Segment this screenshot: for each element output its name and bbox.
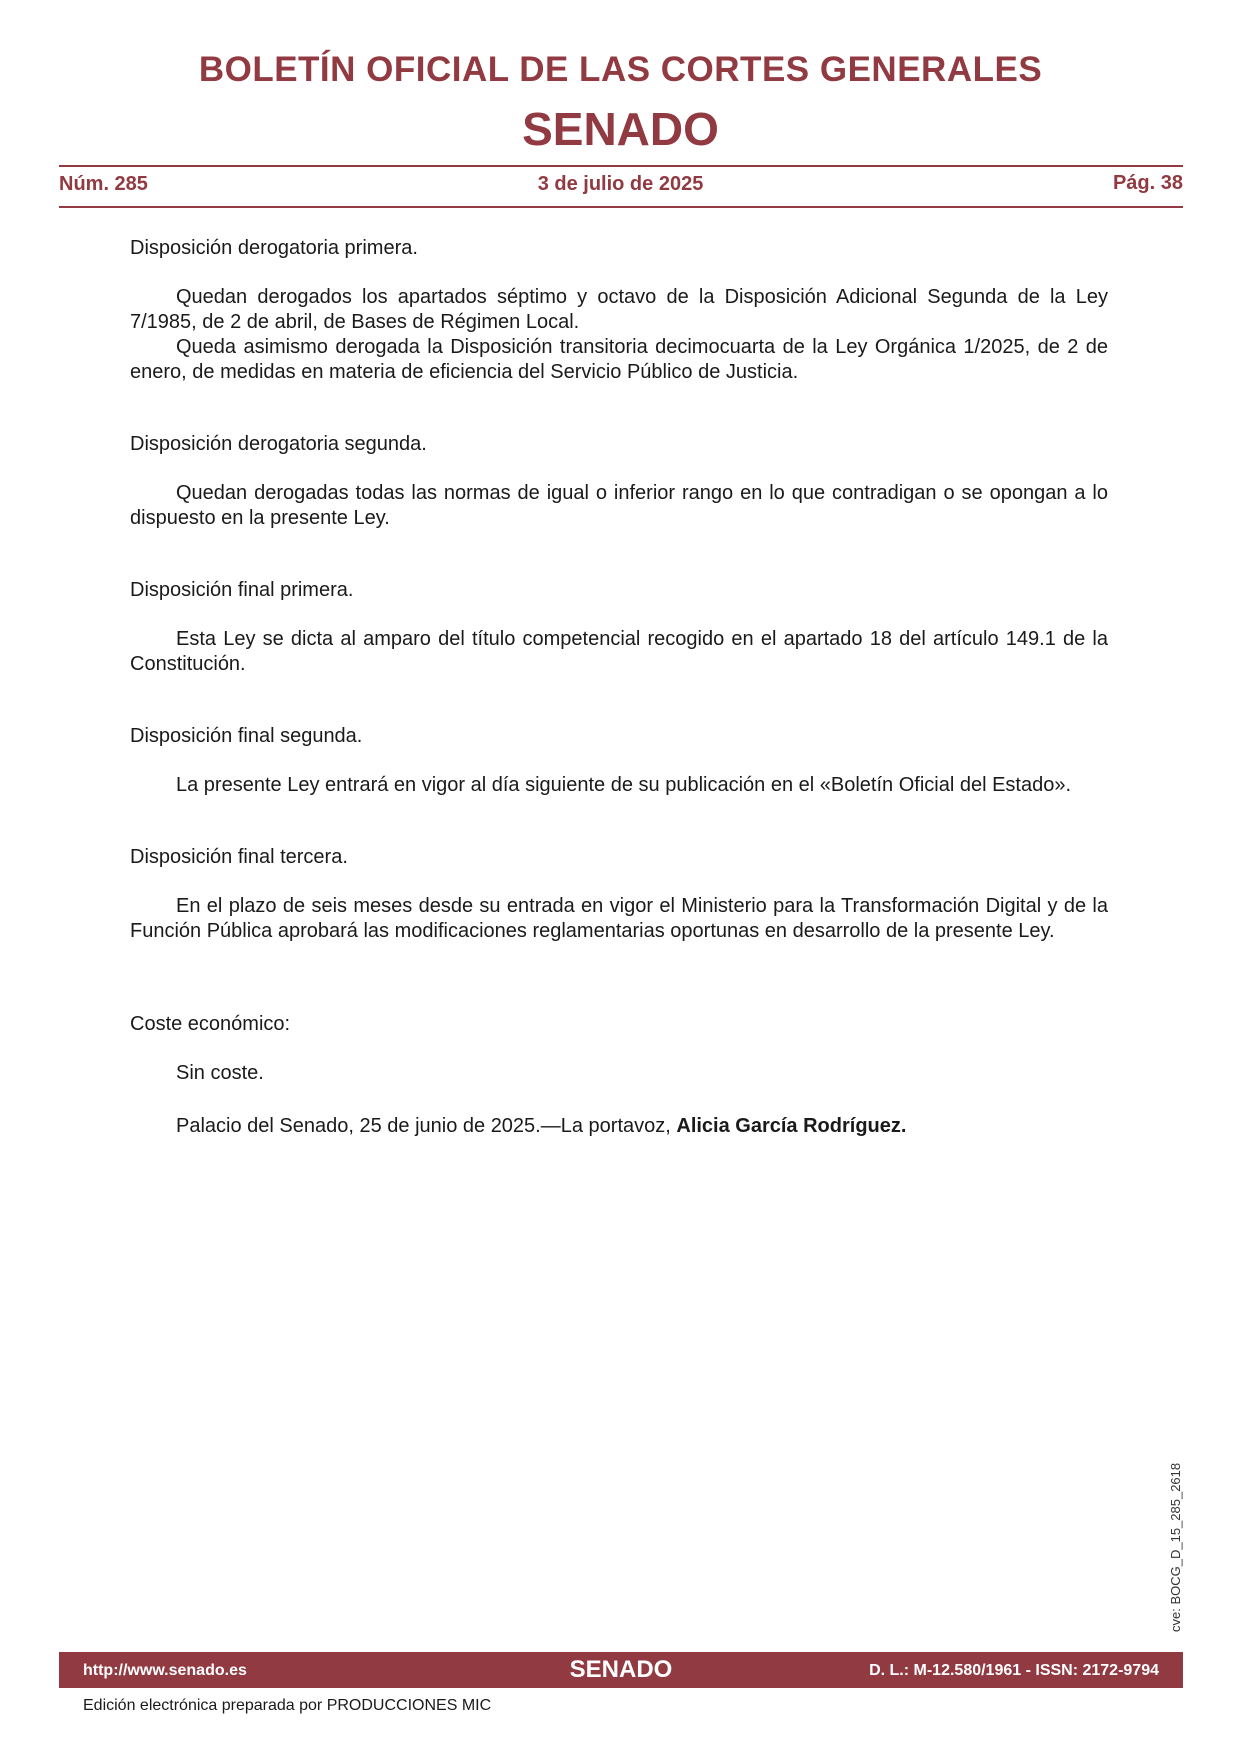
signature-line <box>130 1114 1108 1139</box>
section-heading: Coste económico: <box>130 1013 291 1035</box>
section-paragraph: Queda asimismo derogada la Disposición transitoria decimocuarta de la Ley Orgánica 1/2025, de 2 de enero, de medidas en materia de eficiencia del Servicio Público de Justicia. <box>130 336 1108 383</box>
section-paragraph: Sin coste. <box>176 1062 264 1084</box>
footer-chamber: SENADO <box>569 1656 673 1683</box>
footer-bar <box>59 1652 1183 1688</box>
section-heading: Disposición final tercera. <box>130 846 348 868</box>
section-heading: Disposición final segunda. <box>130 725 363 747</box>
chamber-title: SENADO <box>522 103 719 155</box>
page-number: Pág. 38 <box>1112 172 1183 194</box>
issue-date: 3 de julio de 2025 <box>537 173 704 195</box>
section-paragraph: En el plazo de seis meses desde su entrada en vigor el Ministerio para la Transformación Digital y de la Función Pública aprobará las modificaciones reglamentarias oportunas en desarrollo de la presente Ley. <box>130 895 1108 942</box>
edition-note: Edición electrónica preparada por PRODUCCIONES MIC <box>83 1697 492 1714</box>
header-rule-bottom <box>59 206 1183 208</box>
section-paragraph: La presente Ley entrará en vigor al día siguiente de su publicación en el «Boletín Oficial del Estado». <box>176 774 1072 796</box>
signature-text: Palacio del Senado, 25 de junio de 2025.—La portavoz, <box>176 1115 677 1137</box>
bulletin-title: BOLETÍN OFICIAL DE LAS CORTES GENERALES <box>198 50 1043 89</box>
section-paragraph: Quedan derogadas todas las normas de igual o inferior rango en lo que contradigan o se opongan a lo dispuesto en la presente Ley. <box>130 482 1108 529</box>
issue-number: Núm. 285 <box>59 173 148 195</box>
cve-code: cve: BOCG_D_15_285_2618 <box>1168 1462 1183 1632</box>
footer-url-link[interactable]: http://www.senado.es <box>83 1662 247 1679</box>
section-heading: Disposición derogatoria primera. <box>130 237 418 259</box>
signatory-name: Alicia García Rodríguez. <box>676 1115 907 1137</box>
section-heading: Disposición derogatoria segunda. <box>130 433 427 455</box>
section-paragraph: Esta Ley se dicta al amparo del título competencial recogido en el apartado 18 del artículo 149.1 de la Constitución. <box>130 628 1108 675</box>
section-heading: Disposición final primera. <box>130 579 354 601</box>
header-rule-top <box>59 165 1183 167</box>
footer-legal: D. L.: M-12.580/1961 - ISSN: 2172-9794 <box>869 1662 1159 1679</box>
section-paragraph: Quedan derogados los apartados séptimo y octavo de la Disposición Adicional Segunda de la Ley 7/1985, de 2 de abril, de Bases de Régimen Local. <box>130 286 1108 333</box>
